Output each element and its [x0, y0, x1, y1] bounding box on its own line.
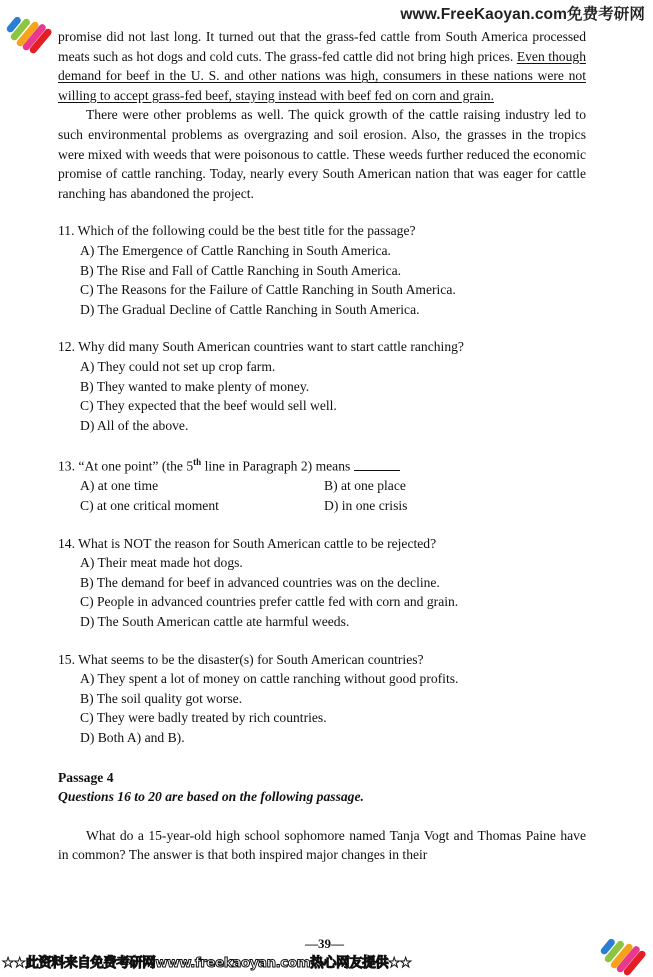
- question-text: line in Paragraph 2) means: [201, 458, 354, 474]
- question-stem: [58, 534, 586, 554]
- question-number: 12.: [58, 339, 75, 355]
- question-stem: [58, 221, 586, 241]
- question-stem: [58, 337, 586, 357]
- option-b: B) The demand for beef in advanced countries was on the decline.: [80, 574, 440, 590]
- option-d: D) The South American cattle ate harmful weeds.: [80, 613, 350, 629]
- question-12: [58, 337, 586, 435]
- question-number: 15.: [58, 651, 75, 667]
- page-number: —39—: [305, 936, 344, 951]
- option-c: C) They were badly treated by rich countries.: [80, 710, 327, 726]
- paragraph-text: promise did not last long. It turned out that the grass-fed cattle from South America processed meats such as hot dogs and cold cuts. The grass-fed cattle did not bring high prices.: [58, 29, 586, 64]
- options-grid: [80, 476, 586, 515]
- question-number: 11.: [58, 223, 75, 239]
- question-text: What seems to be the disaster(s) for South American countries?: [78, 651, 424, 667]
- option-a: A) They could not set up crop farm.: [80, 358, 276, 374]
- question-number: 14.: [58, 535, 75, 551]
- question-stem: [58, 453, 586, 476]
- question-text: Which of the following could be the best title for the passage?: [77, 223, 416, 239]
- passage4-paragraph-1: What do a 15-year-old high school sophomore named Tanja Vogt and Thomas Paine have in common? The answer is that both inspired major changes in their: [58, 827, 586, 863]
- option-c: C) They expected that the beef would sell well.: [80, 398, 337, 414]
- option-b: B) at one place: [324, 478, 406, 494]
- site-header: www.FreeKaoyan.com免费考研网: [400, 6, 645, 23]
- document-page: [58, 27, 586, 865]
- option-c: C) The Reasons for the Failure of Cattle Ranching in South America.: [80, 282, 456, 298]
- option-b: B) They wanted to make plenty of money.: [80, 378, 310, 394]
- underlined-sentence: Even though demand for beef in the U. S. and other nations was high, consumers in these nations were not willing to accept grass-fed beef, staying instead with beef fed on corn and grain.: [58, 48, 586, 103]
- question-number: 13.: [58, 458, 75, 474]
- question-11: [58, 221, 586, 319]
- footer-watermark: ★★此资料来自免费考研网www.freekaoyan.com热心网友提供★★: [2, 955, 412, 971]
- option-a: A) They spent a lot of money on cattle ranching without good profits.: [80, 671, 459, 687]
- freekaoyan-logo-icon: [6, 4, 52, 42]
- question-text: Why did many South American countries want to start cattle ranching?: [78, 339, 464, 355]
- passage-4-instructions: Questions 16 to 20 are based on the following passage.: [58, 789, 364, 805]
- option-a: A) at one time: [80, 478, 159, 494]
- question-13: [58, 453, 586, 515]
- question-14: [58, 534, 586, 632]
- passage-4-title: Passage 4: [58, 769, 114, 785]
- option-a: A) Their meat made hot dogs.: [80, 555, 243, 571]
- question-text: “At one point” (the 5: [78, 458, 194, 474]
- option-d: D) All of the above.: [80, 417, 189, 433]
- option-a: A) The Emergence of Cattle Ranching in South America.: [80, 242, 391, 258]
- superscript: th: [193, 457, 202, 468]
- option-d: D) Both A) and B).: [80, 729, 185, 745]
- passage3-paragraph-2: There were other problems as well. The quick growth of the cattle raising industry led to such environmental problems as overgrazing and soil erosion. Also, the grasses in the tropics were mixed with weeds that were poisonous to cattle. These weeds further reduced the economic promise of cattle ranching. Today, nearly every South American nation that was eager for cattle ranching has abandoned the project.: [58, 107, 586, 201]
- freekaoyan-logo-icon: [600, 926, 646, 964]
- option-b: B) The Rise and Fall of Cattle Ranching in South America.: [80, 262, 402, 278]
- option-c: C) People in advanced countries prefer cattle fed with corn and grain.: [80, 594, 459, 610]
- option-b: B) The soil quality got worse.: [80, 690, 243, 706]
- answer-blank: [354, 458, 400, 471]
- passage3-paragraph-1: [58, 27, 586, 105]
- question-text: What is NOT the reason for South American cattle to be rejected?: [78, 535, 437, 551]
- option-d: D) The Gradual Decline of Cattle Ranching in South America.: [80, 301, 420, 317]
- option-d: D) in one crisis: [324, 498, 408, 513]
- question-15: [58, 650, 586, 748]
- question-stem: [58, 650, 586, 670]
- option-c: C) at one critical moment: [80, 498, 219, 513]
